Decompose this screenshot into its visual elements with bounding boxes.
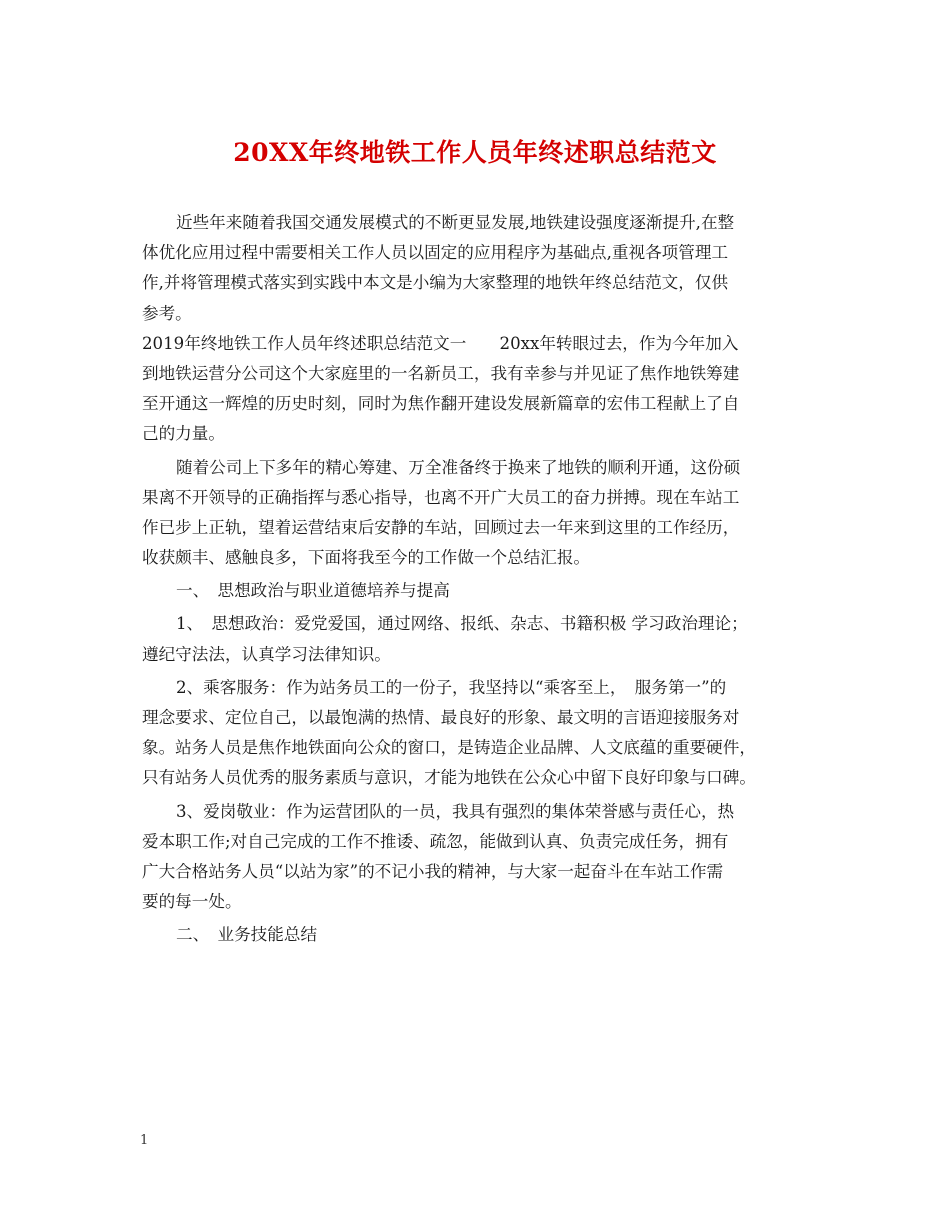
section-heading: 二、 业务技能总结 <box>176 925 318 945</box>
text-line: 遵纪守法法，认真学习法律知识。 <box>142 644 391 664</box>
text-line: 象。站务人员是焦作地铁面向公众的窗口，是铸造企业品牌、人文底蕴的重要硬件， <box>142 738 756 758</box>
text-line: 随着公司上下多年的精心筹建、万全准备终于换来了地铁的顺利开通，这份硕 <box>176 457 741 477</box>
text-line: 收获颇丰、感触良多，下面将我至今的工作做一个总结汇报。 <box>142 548 591 568</box>
text-line: 1、 思想政治：爱党爱国，通过网络、报纸、杂志、书籍积极 学习政治理论； <box>176 614 748 634</box>
text-line: 至开通这一辉煌的历史时刻，同时为焦作翻开建设发展新篇章的宏伟工程献上了自 <box>142 394 740 414</box>
document-body <box>142 208 817 951</box>
text-line: 参考。 <box>142 303 192 323</box>
text-line: 只有站务人员优秀的服务素质与意识，才能为地铁在公众心中留下良好印象与口碑。 <box>142 768 756 788</box>
text-line: 要的每一处。 <box>142 892 242 912</box>
text-line: 作已步上正轨，望着运营结束后安静的车站，回顾过去一年来到这里的工作经历， <box>142 517 740 537</box>
text-line: 理念要求、定位自己，以最饱满的热情、最良好的形象、最文明的言语迎接服务对 <box>142 708 740 727</box>
text-line: 广大合格站务人员“以站为家”的不记小我的精神，与大家一起奋斗在车站工作需 <box>142 861 724 881</box>
text-line: 果离不开领导的正确指挥与悉心指导，也离不开广大员工的奋力拼搏。现在车站工 <box>142 487 740 507</box>
text-line: 己的力量。 <box>142 424 225 444</box>
text-line: 作,并将管理模式落实到实践中本文是小编为大家整理的地铁年终总结范文，仅供 <box>142 273 729 293</box>
text-line: 到地铁运营分公司这个大家庭里的一名新员工，我有幸参与并见证了焦作地铁筹建 <box>142 363 740 383</box>
text-line: 近些年来随着我国交通发展模式的不断更显发展,地铁建设强度逐渐提升,在整 <box>176 213 735 232</box>
text-line: 爱本职工作;对自己完成的工作不推诿、疏忽，能做到认真、负责完成任务，拥有 <box>142 831 729 851</box>
text-line: 3、爱岗敬业：作为运营团队的一员，我具有强烈的集体荣誉感与责任心，热 <box>176 801 735 821</box>
document-title: 20XX年终地铁工作人员年终述职总结范文 <box>233 138 717 167</box>
text-line: 体优化应用过程中需要相关工作人员以固定的应用程序为基础点,重视各项管理工 <box>142 243 729 263</box>
text-line: 2019年终地铁工作人员年终述职总结范文一 20xx年转眼过去，作为今年加入 <box>142 333 739 353</box>
page-number: 1 <box>140 1133 149 1148</box>
section-heading: 一、 思想政治与职业道德培养与提高 <box>176 581 450 601</box>
text-line: 2、乘客服务：作为站务员工的一份子，我坚持以“乘客至上， 服务第一”的 <box>176 677 727 697</box>
